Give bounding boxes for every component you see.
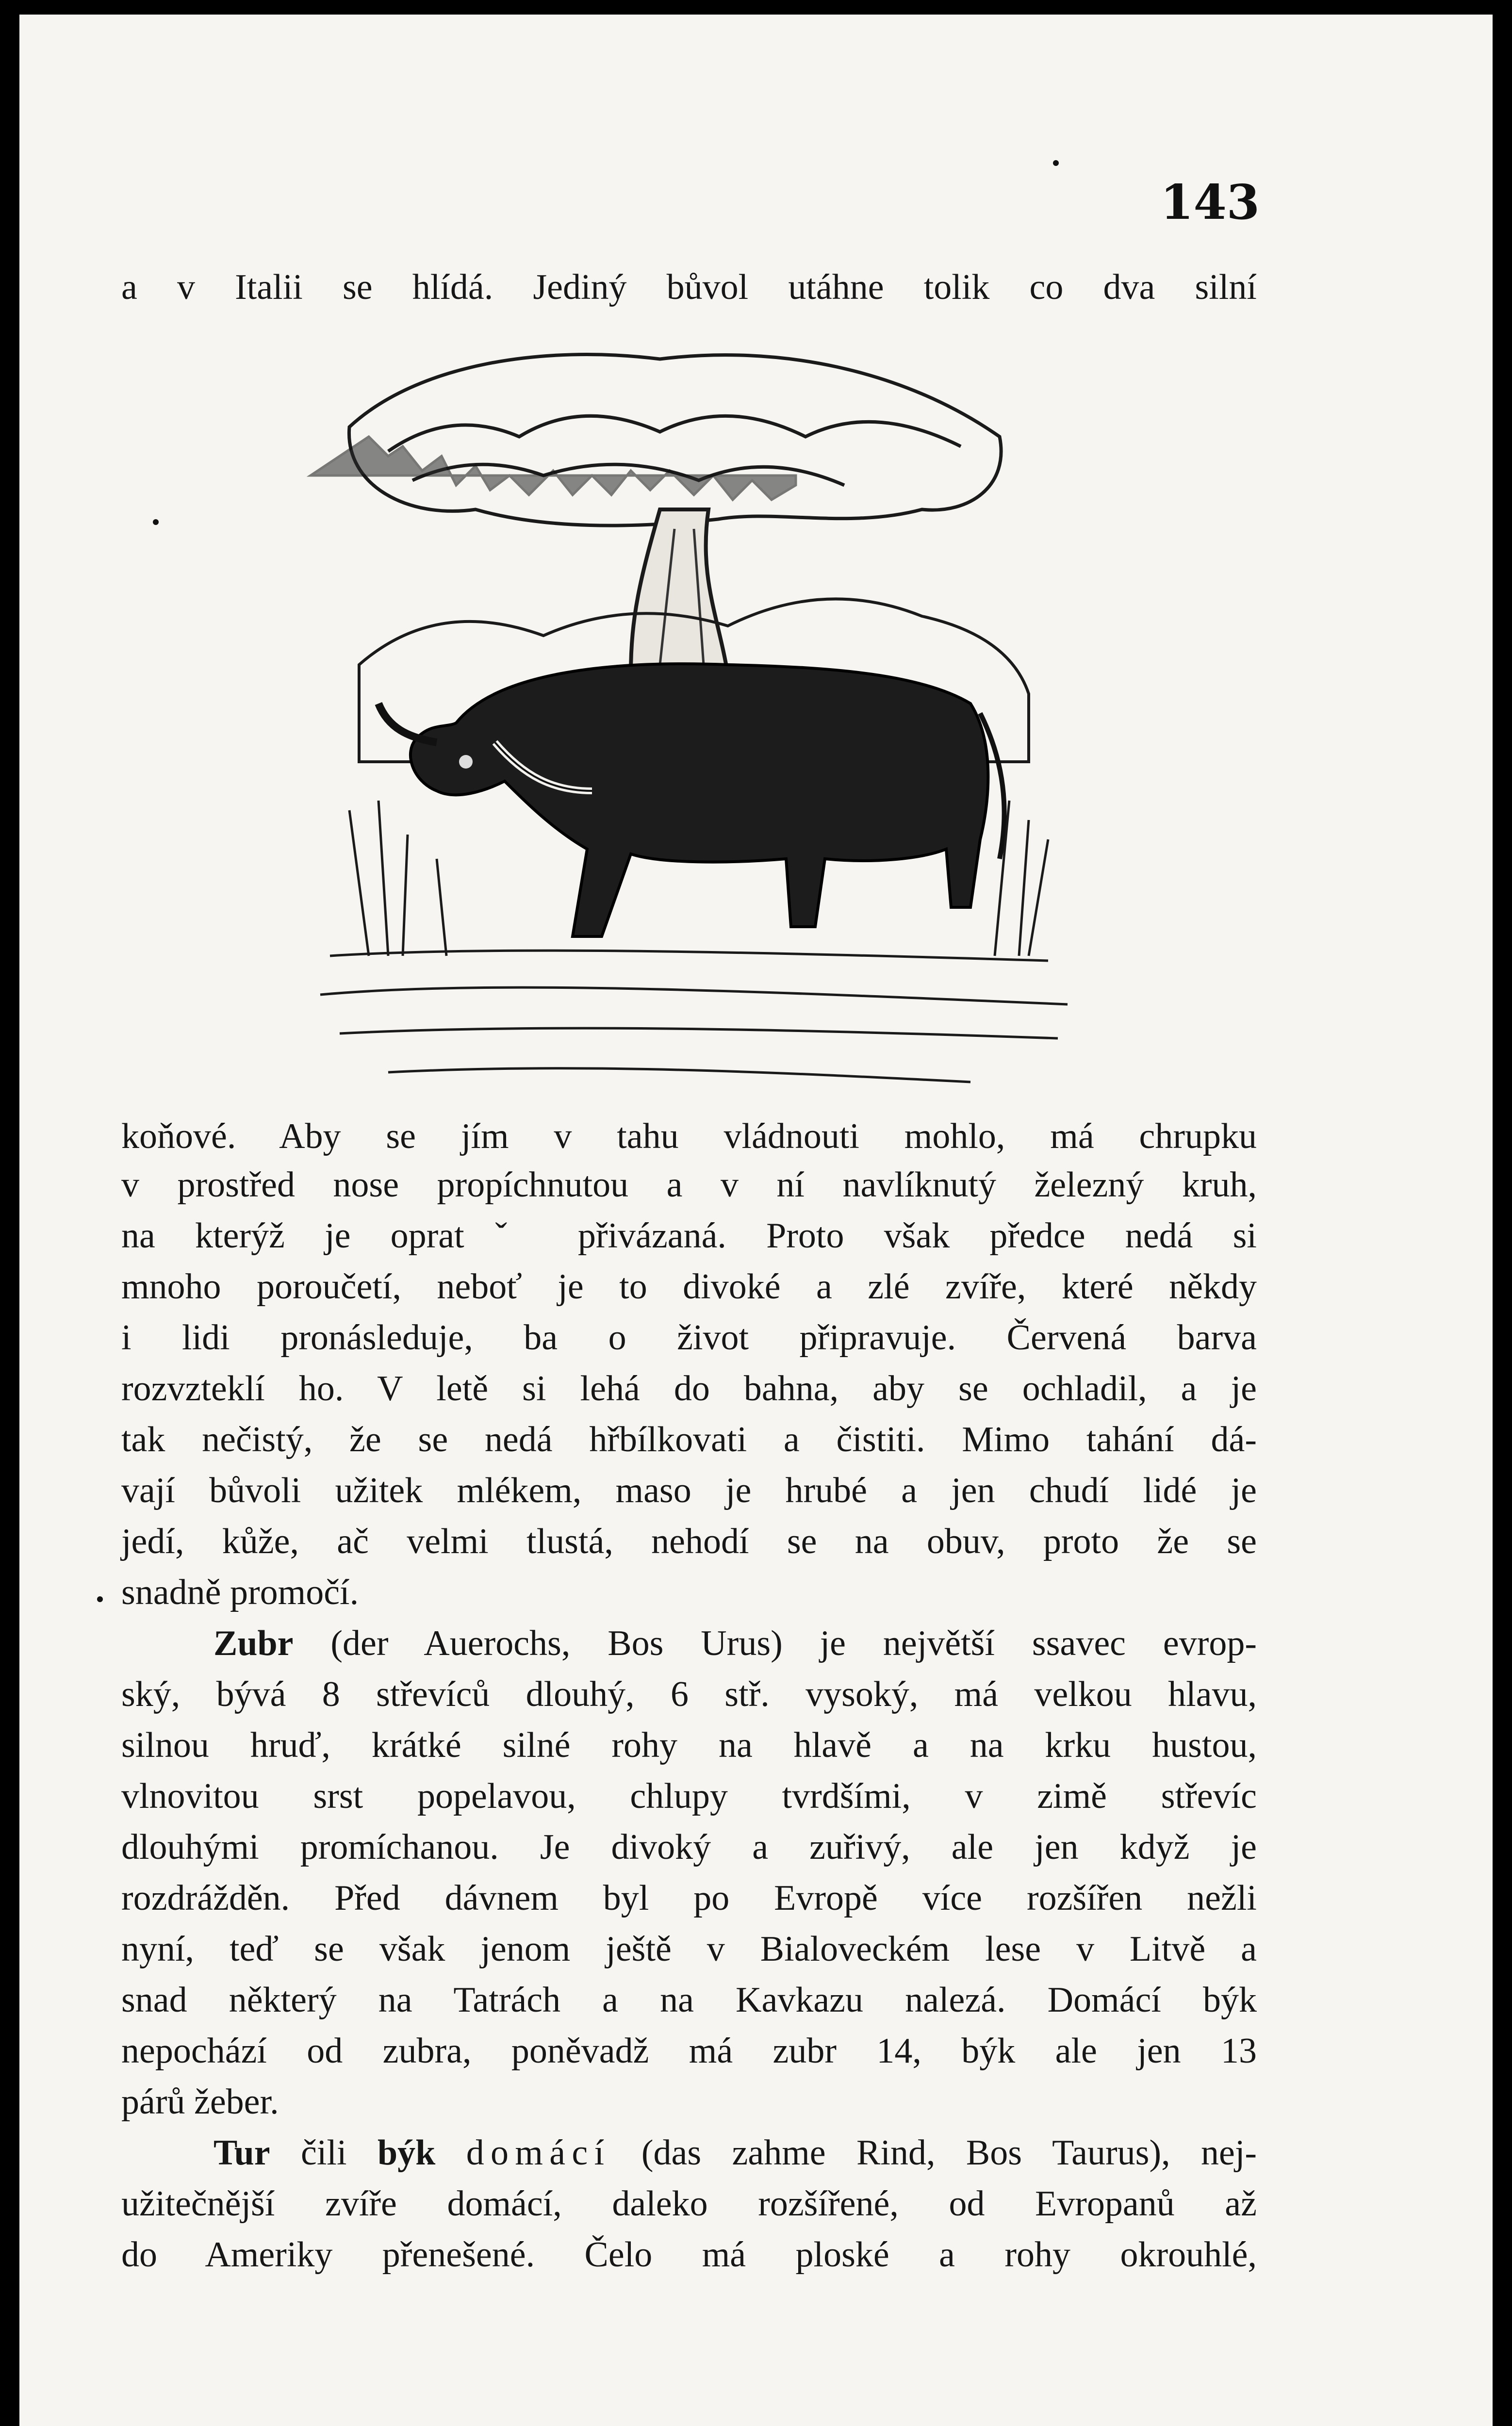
german-name: (der Auerochs, [330, 1623, 571, 1663]
water-buffalo-engraving-icon [291, 325, 1097, 1111]
text-line: tak nečistý, že se nedá hřbílkovati a čistiti. Mimo tahání dá- [121, 1420, 1257, 1459]
text-line: nyní, teď se však jenom ještě v Bialoveckém lese v Litvě a [121, 1929, 1257, 1969]
text-span: čili [301, 2133, 347, 2173]
text-line: rozdrážděn. Před dávnem byl po Evropě více rozšířen nežli [121, 1878, 1257, 1918]
spaced-word: domácí [466, 2133, 611, 2173]
page-number: 143 [1160, 175, 1260, 230]
book-page [19, 15, 1493, 2426]
ink-speck [153, 519, 159, 525]
text-line: na kterýž je opratˇ přivázaná. Proto však předce nedá si [121, 1216, 1257, 1256]
text-line: do Ameriky přenešené. Čelo má ploské a rohy okrouhlé, [121, 2235, 1257, 2275]
text-line: párů žeber. [121, 2082, 279, 2122]
text-line: užitečnější zvíře domácí, daleko rozšířené, od Evropanů až [121, 2184, 1257, 2224]
text-line: ský, bývá 8 střevíců dlouhý, 6 stř. vysoký, má velkou hlavu, [121, 1674, 1257, 1714]
text-span: Bos Taurus), nej- [966, 2133, 1257, 2173]
text-line: dlouhými promíchanou. Je divoký a zuřivý, ale jen když je [121, 1827, 1257, 1867]
text-line: mnoho poroučetí, neboť je to divoké a zlé zvíře, které někdy [121, 1267, 1257, 1307]
term-tur: Tur [214, 2133, 270, 2173]
ink-speck [1053, 160, 1059, 166]
text-line: i lidi pronásleduje, ba o život připravuje. Červená barva [121, 1318, 1257, 1358]
text-line: rozvzteklí ho. V letě si lehá do bahna, aby se ochladil, a je [121, 1369, 1257, 1409]
ink-speck [97, 1596, 103, 1602]
zubr-heading-line [214, 1625, 1257, 1661]
text-line: silnou hruď, krátké silné rohy na hlavě a na krku hustou, [121, 1725, 1257, 1765]
term-zubr: Zubr [214, 1623, 294, 1663]
text-line: v prostřed nose propíchnutou a v ní navlíknutý železný kruh, [121, 1165, 1257, 1205]
text-line: vají bůvoli užitek mlékem, maso je hrubé a jen chudí lidé je [121, 1471, 1257, 1510]
text-span: Bos Urus) je největší ssavec evrop- [608, 1623, 1257, 1663]
term-byk: býk [377, 2133, 436, 2173]
text-line: vlnovitou srst popelavou, chlupy tvrdšími, v zimě střevíc [121, 1776, 1257, 1816]
tur-heading-line [214, 2135, 1257, 2171]
german-name: (das zahme Rind, [641, 2133, 936, 2173]
text-line: jedí, kůže, ač velmi tlustá, nehodí se na obuv, proto že se [121, 1522, 1257, 1561]
text-line: koňové. Aby se jím v tahu vládnouti mohlo, má chrupku [121, 1116, 1257, 1156]
text-line: a v Italii se hlídá. Jediný bůvol utáhne tolik co dva silní [121, 267, 1257, 307]
text-line: snadně promočí. [121, 1573, 359, 1612]
text-line: nepochází od zubra, poněvadž má zubr 14, býk ale jen 13 [121, 2031, 1257, 2071]
text-line: snad některý na Tatrách a na Kavkazu nalezá. Domácí býk [121, 1980, 1257, 2020]
